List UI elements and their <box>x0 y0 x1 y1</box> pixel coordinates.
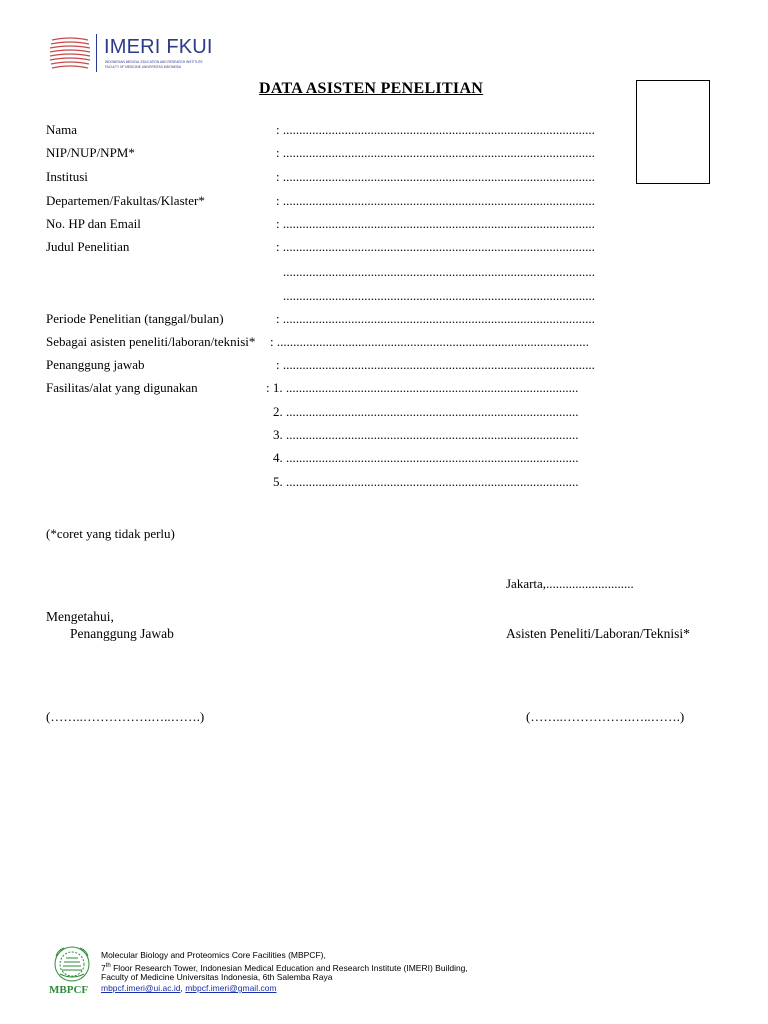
field-judul[interactable]: : ................................................................................................ <box>276 239 595 254</box>
label-hp-email: No. HP dan Email <box>46 216 141 231</box>
label-sebagai: Sebagai asisten peneliti/laboran/teknisi* <box>46 334 256 349</box>
field-fasilitas-5[interactable]: 5. .......................................................................................... <box>273 474 579 489</box>
field-departemen[interactable]: : ................................................................................................ <box>276 193 595 208</box>
field-judul-line-3[interactable]: ................................................................................................ <box>283 288 595 303</box>
field-penanggung-jawab[interactable]: : ................................................................................................ <box>276 357 595 372</box>
field-institusi[interactable]: : ................................................................................................ <box>276 169 595 184</box>
field-fasilitas-1[interactable]: : 1. .......................................................................................... <box>266 380 579 395</box>
label-nama: Nama <box>46 122 78 137</box>
field-nama[interactable]: : ................................................................................................ <box>276 122 595 137</box>
field-fasilitas-2[interactable]: 2. .......................................................................................... <box>273 404 579 419</box>
footer-line-2: 7th Floor Research Tower, Indonesian Medical Education and Research Institute (IMERI) Building, <box>101 962 468 973</box>
email-link-gmail[interactable]: mbpcf.imeri@gmail.com <box>185 983 277 993</box>
left-sign-heading: Mengetahui, <box>46 609 114 624</box>
logo-divider <box>96 34 97 72</box>
right-sign-role: Asisten Peneliti/Laboran/Teknisi* <box>506 626 690 641</box>
imeri-building-icon <box>48 36 92 72</box>
label-periode: Periode Penelitian (tanggal/bulan) <box>46 311 224 326</box>
field-fasilitas-4[interactable]: 4. .......................................................................................... <box>273 450 579 465</box>
imeri-fkui-logo <box>48 34 218 74</box>
mbpcf-logo-text: MBPCF <box>49 984 89 996</box>
label-judul: Judul Penelitian <box>46 239 130 254</box>
left-sign-role: Penanggung Jawab <box>70 626 174 641</box>
right-sign-name[interactable]: (……..…………….…..…….) <box>526 709 685 724</box>
email-link-ui[interactable]: mbpcf.imeri@ui.ac.id <box>101 983 181 993</box>
field-periode[interactable]: : ................................................................................................ <box>276 311 595 326</box>
label-penanggung-jawab: Penanggung jawab <box>46 357 145 372</box>
field-nip[interactable]: : ................................................................................................ <box>276 145 595 160</box>
logo-subtext-2: FACULTY OF MEDICINE UNIVERSITAS INDONESIA <box>105 65 182 69</box>
logo-text: IMERI FKUI <box>104 36 213 58</box>
label-nip: NIP/NUP/NPM* <box>46 145 135 160</box>
label-departemen: Departemen/Fakultas/Klaster* <box>46 193 205 208</box>
field-sebagai[interactable]: : ................................................................................................ <box>270 334 589 349</box>
place-date[interactable]: Jakarta,........................... <box>506 576 634 591</box>
mbpcf-emblem-icon <box>48 944 96 986</box>
note-text: (*coret yang tidak perlu) <box>46 526 175 541</box>
photo-box <box>636 80 710 184</box>
mbpcf-logo <box>48 944 96 996</box>
footer-line-3: Faculty of Medicine Universitas Indonesia, 6th Salemba Raya <box>101 972 333 982</box>
left-sign-name[interactable]: (……..…………….…..…….) <box>46 709 205 724</box>
footer-line-1: Molecular Biology and Proteomics Core Facilities (MBPCF), <box>101 950 326 960</box>
label-fasilitas: Fasilitas/alat yang digunakan <box>46 380 198 395</box>
logo-subtext-1: INDONESIAN MEDICAL EDUCATION AND RESEARCH INSTITUTE <box>105 60 203 64</box>
field-fasilitas-3[interactable]: 3. .......................................................................................... <box>273 427 579 442</box>
label-institusi: Institusi <box>46 169 88 184</box>
page-title: DATA ASISTEN PENELITIAN <box>259 80 484 97</box>
field-hp-email[interactable]: : ................................................................................................ <box>276 216 595 231</box>
field-judul-line-2[interactable]: ................................................................................................ <box>283 264 595 279</box>
footer-emails: mbpcf.imeri@ui.ac.id, mbpcf.imeri@gmail.com <box>101 983 277 993</box>
